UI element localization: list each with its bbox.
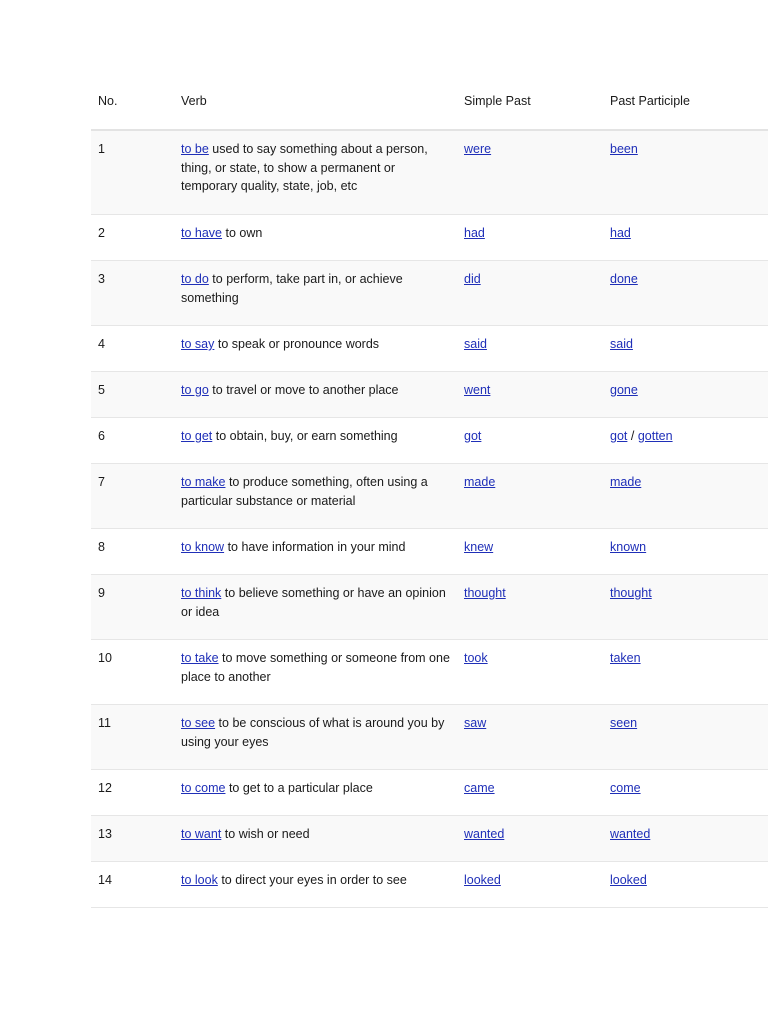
simple-past-cell [464,224,610,260]
past-participle-link[interactable]: been [610,142,638,156]
simple-past-cell [464,140,610,214]
row-number: 13 [98,827,112,841]
verb-link[interactable]: to see [181,716,216,730]
table-row [91,770,768,816]
row-number: 10 [98,651,112,665]
past-participle-cell [610,224,760,260]
table-header [91,84,768,131]
past-participle-cell [610,871,760,907]
simple-past-link[interactable]: had [464,226,485,240]
past-participle-cell [610,381,760,417]
header-verb: Verb [181,94,207,108]
simple-past-link[interactable]: saw [464,716,487,730]
simple-past-link[interactable]: were [464,142,492,156]
verb-definition: to perform, take part in, or achieve something [181,272,403,305]
verb-cell [181,224,464,260]
row-number: 3 [98,272,105,286]
verb-link[interactable]: to be [181,142,209,156]
verb-cell [181,270,464,325]
verb-cell [181,584,464,639]
verb-link[interactable]: to do [181,272,209,286]
verb-table [91,84,768,908]
table-row [91,816,768,862]
simple-past-cell [464,538,610,574]
past-participle-cell [610,270,760,325]
row-number: 1 [98,142,105,156]
table-row [91,215,768,261]
header-no: No. [98,94,118,108]
verb-cell [181,381,464,417]
verb-cell [181,140,464,214]
simple-past-link[interactable]: took [464,651,488,665]
simple-past-cell [464,871,610,907]
past-participle-cell [610,584,760,639]
row-number: 7 [98,475,105,489]
simple-past-cell [464,270,610,325]
participle-separator: / [627,429,638,443]
past-participle-link[interactable]: got [610,429,628,443]
row-number: 4 [98,337,105,351]
past-participle-cell [610,335,760,371]
past-participle-link[interactable]: seen [610,716,638,730]
verb-link[interactable]: to get [181,429,213,443]
verb-link[interactable]: to know [181,540,225,554]
row-number: 12 [98,781,112,795]
table-row [91,372,768,418]
past-participle-cell [610,140,760,214]
simple-past-link[interactable]: made [464,475,496,489]
simple-past-link[interactable]: thought [464,586,506,600]
table-row [91,640,768,705]
header-past-participle: Past Participle [610,94,690,108]
past-participle-link[interactable]: looked [610,873,647,887]
simple-past-link[interactable]: wanted [464,827,505,841]
simple-past-cell [464,714,610,769]
verb-definition: to move something or someone from one place to another [181,651,450,684]
simple-past-cell [464,335,610,371]
verb-definition: to believe something or have an opinion or idea [181,586,446,619]
table-row [91,261,768,326]
past-participle-cell [610,473,760,528]
verb-definition: to be conscious of what is around you by using your eyes [181,716,445,749]
verb-cell [181,473,464,528]
table-row [91,705,768,770]
past-participle-link[interactable]: thought [610,586,652,600]
past-participle-cell [610,825,760,861]
past-participle-cell [610,714,760,769]
verb-definition: to direct your eyes in order to see [221,873,407,887]
verb-cell [181,871,464,907]
verb-definition: to obtain, buy, or earn something [215,429,398,443]
simple-past-link[interactable]: knew [464,540,494,554]
past-participle-link[interactable]: done [610,272,638,286]
header-simple-past: Simple Past [464,94,531,108]
verb-cell [181,335,464,371]
row-number: 6 [98,429,105,443]
simple-past-link[interactable]: looked [464,873,501,887]
past-participle-cell [610,427,760,463]
simple-past-cell [464,427,610,463]
verb-cell [181,649,464,704]
row-number: 9 [98,586,105,600]
table-row [91,575,768,640]
simple-past-link[interactable]: did [464,272,481,286]
verb-link[interactable]: to make [181,475,226,489]
verb-cell [181,825,464,861]
verb-link[interactable]: to look [181,873,218,887]
table-row [91,131,768,215]
verb-definition: to travel or move to another place [212,383,399,397]
verb-definition: to get to a particular place [228,781,373,795]
verb-definition: to wish or need [224,827,310,841]
table-row [91,326,768,372]
verb-link[interactable]: to go [181,383,209,397]
past-participle-link[interactable]: come [610,781,641,795]
row-number: 11 [98,716,111,730]
row-number: 5 [98,383,105,397]
simple-past-cell [464,825,610,861]
table-body [91,131,768,908]
simple-past-cell [464,584,610,639]
past-participle-cell [610,779,760,815]
row-number: 8 [98,540,105,554]
verb-link[interactable]: to have [181,226,223,240]
past-participle-link[interactable]: had [610,226,631,240]
verb-cell [181,427,464,463]
simple-past-link[interactable]: went [464,383,491,397]
verb-definition: used to say something about a person, thing, or state, to show a permanent or temporary quality, state, job, etc [181,142,428,193]
simple-past-cell [464,649,610,704]
simple-past-link[interactable]: came [464,781,495,795]
table-row [91,529,768,575]
past-participle-link[interactable]: said [610,337,633,351]
table-row [91,418,768,464]
simple-past-cell [464,779,610,815]
verb-link[interactable]: to want [181,827,222,841]
verb-cell [181,714,464,769]
past-participle-alt-link[interactable]: gotten [637,429,673,443]
table-row [91,464,768,529]
past-participle-link[interactable]: wanted [610,827,651,841]
verb-definition: to speak or pronounce words [217,337,380,351]
verb-link[interactable]: to think [181,586,222,600]
simple-past-link[interactable]: said [464,337,487,351]
simple-past-link[interactable]: got [464,429,482,443]
verb-definition: to own [225,226,263,240]
table-row [91,862,768,908]
row-number: 14 [98,873,112,887]
past-participle-link[interactable]: gone [610,383,638,397]
past-participle-cell [610,649,760,704]
past-participle-link[interactable]: taken [610,651,641,665]
verb-link[interactable]: to come [181,781,226,795]
past-participle-link[interactable]: known [610,540,647,554]
verb-cell [181,538,464,574]
past-participle-link[interactable]: made [610,475,642,489]
simple-past-cell [464,381,610,417]
simple-past-cell [464,473,610,528]
past-participle-cell [610,538,760,574]
row-number: 2 [98,226,105,240]
verb-definition: to produce something, often using a particular substance or material [181,475,428,508]
verb-link[interactable]: to take [181,651,219,665]
verb-definition: to have information in your mind [227,540,406,554]
verb-cell [181,779,464,815]
verb-link[interactable]: to say [181,337,215,351]
